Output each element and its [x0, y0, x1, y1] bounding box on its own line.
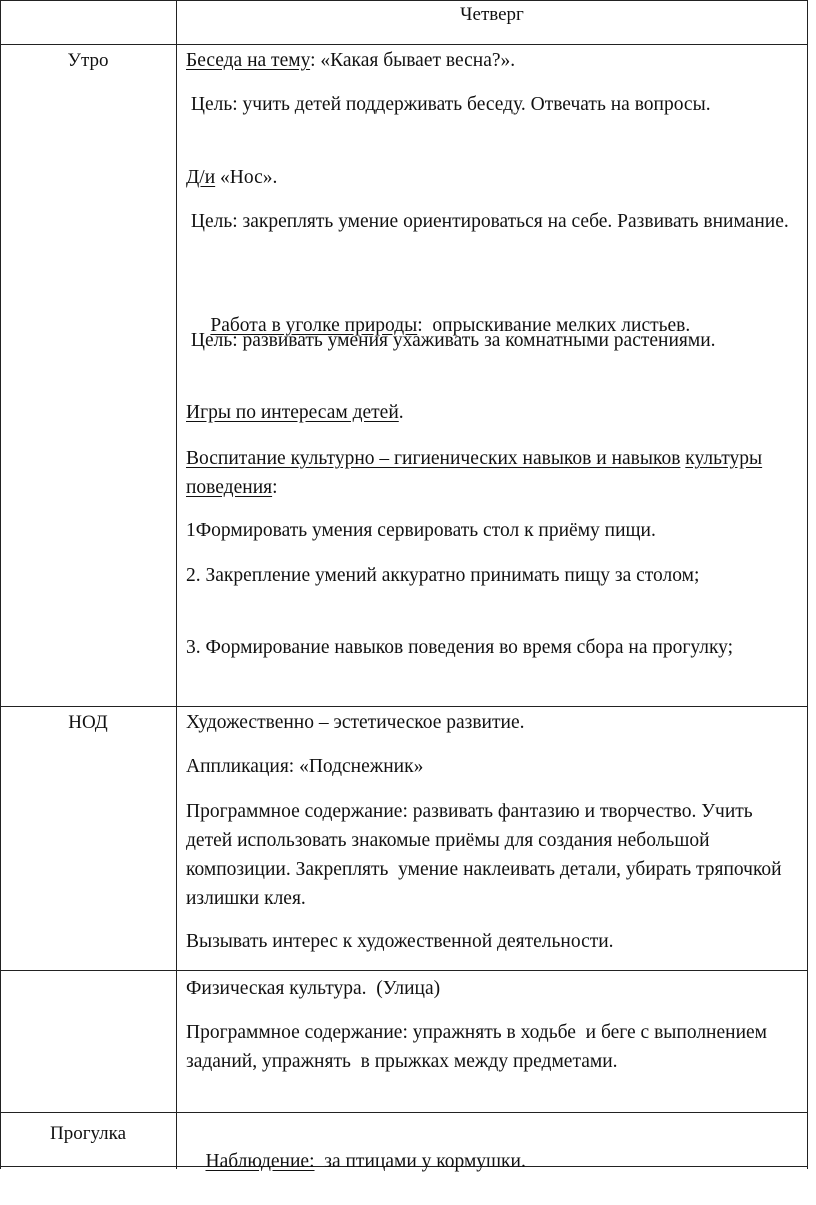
hygiene-item-1: 1Формировать умения сервировать стол к приёму пищи.	[186, 520, 656, 541]
row-divider-physical	[0, 1112, 808, 1113]
goal-nature: Цель: развивать умения ухаживать за комнатными растениями.	[186, 330, 716, 351]
didactic-game: Д/и «Нос».	[186, 167, 278, 188]
row-divider-morning	[0, 706, 808, 707]
goal-conversation: Цель: учить детей поддерживать беседу. Отвечать на вопросы.	[186, 94, 711, 115]
table-border-top	[0, 0, 808, 1]
hygiene-item-3: 3. Формирование навыков поведения во время сбора на прогулку;	[186, 637, 734, 658]
row-divider-nod	[0, 970, 808, 971]
row-label-nod: НОД	[68, 712, 108, 733]
nature-corner-work: Работа в уголке природы: опрыскивание мелких листьев.	[210, 315, 691, 336]
day-title: Четверг	[460, 4, 524, 25]
applique-activity: Аппликация: «Подснежник»	[186, 756, 424, 777]
physical-program: Программное содержание: упражнять в ходьбе и беге с выполнением заданий, упражнять в прыжках между предметами.	[186, 1022, 772, 1072]
physical-title: Физическая культура. (Улица)	[186, 978, 441, 999]
hygiene-item-2: 2. Закрепление умений аккуратно принимать пищу за столом;	[186, 565, 700, 586]
row-divider-header	[0, 44, 808, 45]
observation: Наблюдение: за птицами у кормушки.	[205, 1151, 526, 1172]
hygiene-skills-heading: Воспитание культурно – гигиенических навыков и навыков культуры поведения:	[186, 448, 763, 498]
day-header	[176, 4, 808, 26]
row-label-morning: Утро	[67, 50, 109, 71]
row-label-walk: Прогулка	[49, 1123, 127, 1144]
conversation-topic: Беседа на тему: «Какая бывает весна?».	[186, 50, 516, 71]
interest-goal: Вызывать интерес к художественной деятельности.	[186, 931, 614, 952]
goal-game: Цель: закреплять умение ориентироваться на себе. Развивать внимание.	[186, 211, 789, 232]
program-content: Программное содержание: развивать фантазию и творчество. Учить детей использовать знакомые приёмы для создания небольшой композиции. Закреплять умение наклеивать детали, убирать тряпочкой излишки клея.	[186, 801, 792, 909]
development-area: Художественно – эстетическое развитие.	[186, 712, 525, 733]
table-column-divider	[176, 0, 177, 1169]
table-border-right	[807, 0, 808, 1169]
free-games: Игры по интересам детей.	[186, 402, 404, 423]
table-border-left	[0, 0, 1, 1169]
